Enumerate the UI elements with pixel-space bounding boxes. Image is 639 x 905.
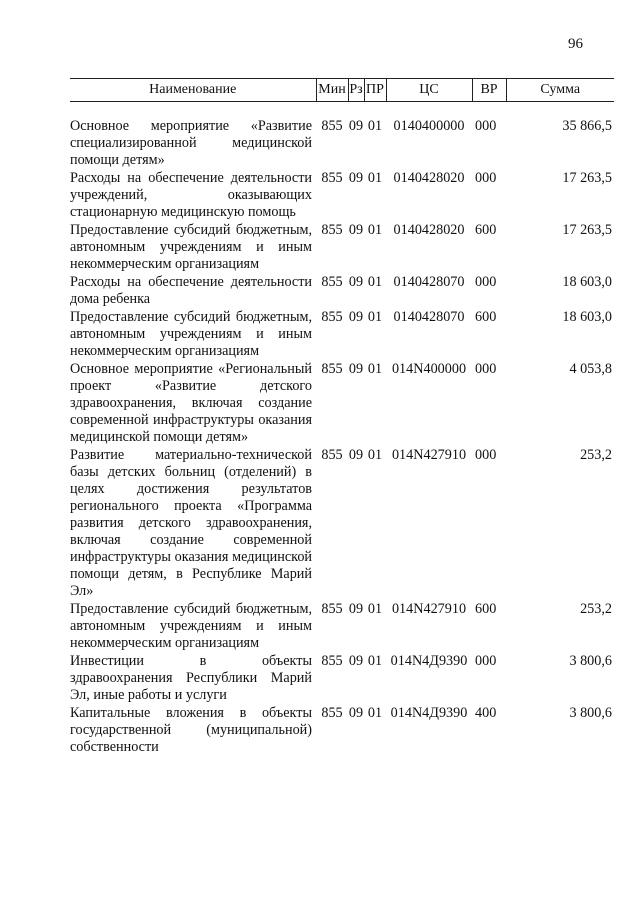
table-row [70, 447, 614, 601]
table-row [70, 705, 614, 757]
table-row [70, 274, 614, 309]
header-sum: Сумма [506, 79, 614, 102]
row-min: 855 [321, 601, 343, 617]
table-row [70, 118, 614, 170]
row-rz: 09 [348, 274, 364, 290]
table-row [70, 170, 614, 222]
row-rz: 09 [348, 309, 364, 325]
row-sum: 17 263,5 [562, 170, 612, 186]
row-vr: 000 [475, 274, 497, 290]
table-row [70, 222, 614, 274]
header-pr: ПР [364, 79, 386, 102]
row-sum: 3 800,6 [569, 653, 612, 669]
table-body [70, 102, 614, 758]
row-name: Предоставление субсидий бюджетным, автономным учреждениям и иным некоммерческим организациям [70, 222, 312, 272]
row-rz: 09 [348, 653, 364, 669]
row-cs: 0140428070 [393, 309, 465, 325]
row-name: Предоставление субсидий бюджетным, автономным учреждениям и иным некоммерческим организациям [70, 309, 312, 359]
row-pr: 01 [367, 309, 383, 325]
row-vr: 600 [475, 601, 497, 617]
row-pr: 01 [367, 653, 383, 669]
header-min: Мин [316, 79, 348, 102]
row-vr: 000 [475, 653, 497, 669]
row-name: Основное мероприятие «Региональный проект «Развитие детского здравоохранения, включая создание современной инфраструктуры оказания медицинской помощи детям» [70, 361, 312, 445]
row-cs: 0140400000 [393, 118, 465, 134]
row-sum: 17 263,5 [562, 222, 612, 238]
row-rz: 09 [348, 222, 364, 238]
row-pr: 01 [367, 118, 383, 134]
row-name: Основное мероприятие «Развитие специализированной медицинской помощи детям» [70, 118, 312, 168]
row-vr: 600 [475, 222, 497, 238]
row-rz: 09 [348, 601, 364, 617]
row-sum: 18 603,0 [562, 309, 612, 325]
row-cs: 0140428070 [393, 274, 465, 290]
header-vr: ВР [472, 79, 506, 102]
header-spacer [70, 102, 614, 119]
header-cs: ЦС [386, 79, 472, 102]
row-min: 855 [321, 274, 343, 290]
row-pr: 01 [367, 222, 383, 238]
row-cs: 014N427910 [391, 447, 467, 463]
row-rz: 09 [348, 118, 364, 134]
table-row [70, 361, 614, 447]
header-name: Наименование [70, 79, 316, 102]
row-name: Расходы на обеспечение деятельности учреждений, оказывающих стационарную медицинскую помощь [70, 170, 312, 220]
row-sum: 18 603,0 [562, 274, 612, 290]
row-min: 855 [321, 170, 343, 186]
table-header [70, 79, 614, 102]
row-vr: 000 [475, 447, 497, 463]
header-rz: Рз [348, 79, 364, 102]
row-name: Расходы на обеспечение деятельности дома ребенка [70, 274, 312, 307]
row-rz: 09 [348, 447, 364, 463]
row-pr: 01 [367, 361, 383, 377]
row-rz: 09 [348, 705, 364, 721]
budget-table-container [70, 78, 614, 757]
row-sum: 4 053,8 [569, 361, 612, 377]
row-name: Инвестиции в объекты здравоохранения Республики Марий Эл, иные работы и услуги [70, 653, 312, 703]
row-sum: 35 866,5 [562, 118, 612, 134]
row-cs: 014N4Д9390 [390, 705, 468, 721]
row-min: 855 [321, 653, 343, 669]
table-row [70, 601, 614, 653]
row-cs: 0140428020 [393, 170, 465, 186]
row-cs: 0140428020 [393, 222, 465, 238]
row-rz: 09 [348, 170, 364, 186]
row-min: 855 [321, 309, 343, 325]
page-number: 96 [568, 36, 583, 52]
row-min: 855 [321, 447, 343, 463]
table-row [70, 653, 614, 705]
row-pr: 01 [367, 170, 383, 186]
row-vr: 600 [475, 309, 497, 325]
row-pr: 01 [367, 447, 383, 463]
row-name: Капитальные вложения в объекты государственной (муниципальной) собственности [70, 705, 312, 755]
row-pr: 01 [367, 601, 383, 617]
row-min: 855 [321, 361, 343, 377]
row-vr: 000 [475, 118, 497, 134]
row-sum: 3 800,6 [569, 705, 612, 721]
row-vr: 000 [475, 361, 497, 377]
row-min: 855 [321, 222, 343, 238]
row-min: 855 [321, 118, 343, 134]
row-name: Развитие материально-технической базы детских больниц (отделений) в целях достижения результатов регионального проекта «Программа развития детского здравоохранения, включая создание современной инфраструктуры оказания медицинской помощи детям, в Республике Марий Эл» [70, 447, 312, 599]
row-sum: 253,2 [580, 601, 612, 617]
row-vr: 400 [475, 705, 497, 721]
row-cs: 014N4Д9390 [390, 653, 468, 669]
row-vr: 000 [475, 170, 497, 186]
header-row [70, 79, 614, 102]
table-row [70, 309, 614, 361]
row-name: Предоставление субсидий бюджетным, автономным учреждениям и иным некоммерческим организациям [70, 601, 312, 651]
row-pr: 01 [367, 705, 383, 721]
budget-table [70, 78, 614, 757]
row-pr: 01 [367, 274, 383, 290]
row-sum: 253,2 [580, 447, 612, 463]
row-cs: 014N400000 [391, 361, 467, 377]
row-rz: 09 [348, 361, 364, 377]
row-min: 855 [321, 705, 343, 721]
row-cs: 014N427910 [391, 601, 467, 617]
